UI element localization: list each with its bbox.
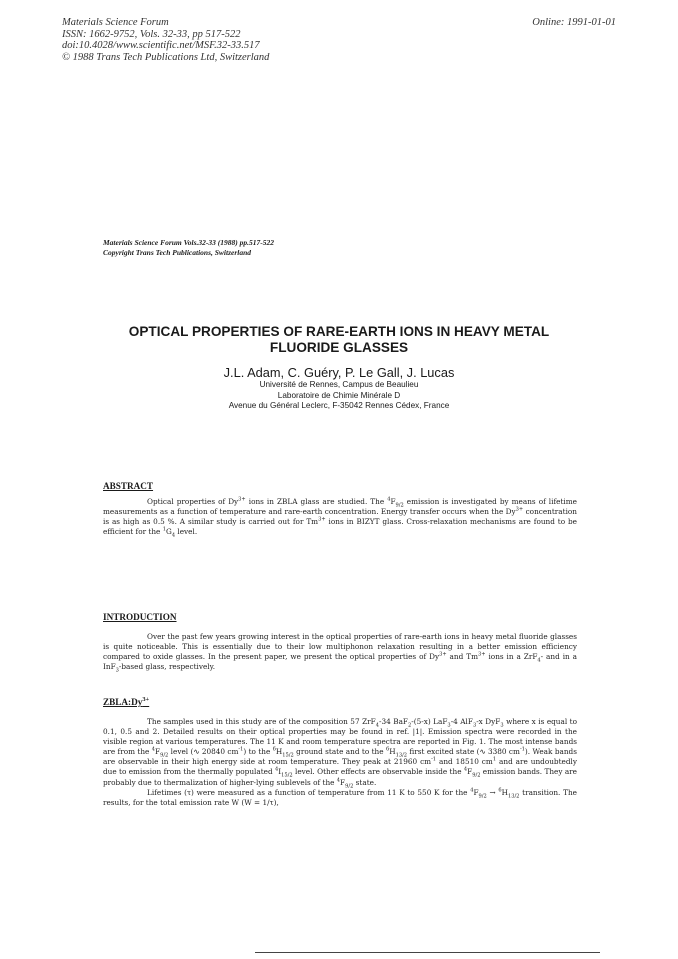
journal-copyright-line: Copyright Trans Tech Publications, Switzerland [103,248,252,257]
affiliation-line-2: Laboratoire de Chimie Minérale D [277,390,401,400]
affiliation-line-3: Avenue du Général Leclerc, F-35042 Rennes Cédex, France [228,401,450,411]
introduction-paragraph: Over the past few years growing interest in the optical properties of rare-earth ions in heavy metal fluoride glasses is quite noticeable. This is essentially due to their low multiphonon relaxation resulting in a better emission efficiency compared to oxide glasses. In the present paper, we present the optical properties of $Dy^{3+}$ and $Tm^{3+}$ ions in a ZrF$_4$- and in a InF$_3$-based glass, respectively. [103,632,578,674]
abstract-paragraph: Optical properties of $Dy^{3+}$ ions in ZBLA glass are studied. The $^4F_{9/2}$ emission is investigated by means of lifetime measurements as a function of temperature and rare-earth concentration. Energy transfer occurs when the $Dy^{3+}$ concentration is as high as 0.5 %. A similar study is carried out for $Tm^{3+}$ ions in BIZYT glass. Cross-relaxation mechanisms are found to be efficient for the $^1G_4$ level. [103,496,577,539]
publication-header [62,17,269,63]
zbla-paragraph-2: Lifetimes (τ) were measured as a function of temperature from 11 K to 550 K for the $^4F_{9/2} \to ^6H_{13/2}$ transition. The results, for the total emission rate W (W = 1/τ), [103,787,577,807]
doi-line[interactable]: doi:10.4028/www.scientific.net/MSF.32-33.517 [62,40,260,51]
journal-name: Materials Science Forum [62,17,169,28]
journal-reference [103,238,274,258]
title-line-2: FLUORIDE GLASSES [269,339,409,355]
page-bottom-rule [255,952,600,953]
journal-reference-line: Materials Science Forum Vols.32-33 (1988) pp.517-522 [103,238,275,247]
copyright-line: © 1988 Trans Tech Publications Ltd, Switzerland [62,51,270,63]
online-date-text: Online: 1991-01-01 [532,17,616,28]
zbla-paragraph-1: The samples used in this study are of the composition 57 ZrF$_4$-34 BaF$_2$-(5-x) LaF$_3$-4 AlF$_3$-x DyF$_3$ where x is equal to 0.1, 0.5 and 2. Detailed results on their optical properties may be found in ref. |1|. Emission spectra were recorded in the visible region at various temperatures. The 11 K and room temperature spectra are reported in Fig. 1. The most intense bands are from the $^4F_{9/2}$ level (∿ 20840 $cm^{-1}$) to the $^6H_{15/2}$ ground state and to the $^6H_{13/2}$ first excited state (∿ 3380 $cm^{-1}$). Weak bands are observable in their high energy side at room temperature. They peak at 21960 $cm^{-1}$ and 18510 $cm^1$ and are undoubtedly due to emission from the thermally populated $^4I_{15/2}$ level. Other effects are observable inside the $^4F_{9/2}$ emission bands. They are probably due to thermalization of higher-lying sublevels of the $^4F_{9/2}$ state. [103,717,578,790]
introduction-heading: INTRODUCTION [103,612,177,622]
issn-line: ISSN: 1662-9752, Vols. 32-33, pp 517-522 [62,28,241,40]
paper-title [60,324,618,355]
abstract-heading: ABSTRACT [103,481,154,491]
abstract-body [103,497,577,537]
affiliation [60,380,618,412]
title-line-1: OPTICAL PROPERTIES OF RARE-EARTH IONS IN HEAVY METAL [128,324,550,339]
authors: J.L. Adam, C. Guéry, P. Le Gall, J. Lucas [223,365,455,380]
introduction-body [103,632,577,672]
zbla-heading: $ZBLA:Dy^{3+}$ [103,695,150,707]
online-date [532,17,616,29]
zbla-body [103,717,577,808]
affiliation-line-1: Université de Rennes, Campus de Beaulieu [259,380,419,389]
